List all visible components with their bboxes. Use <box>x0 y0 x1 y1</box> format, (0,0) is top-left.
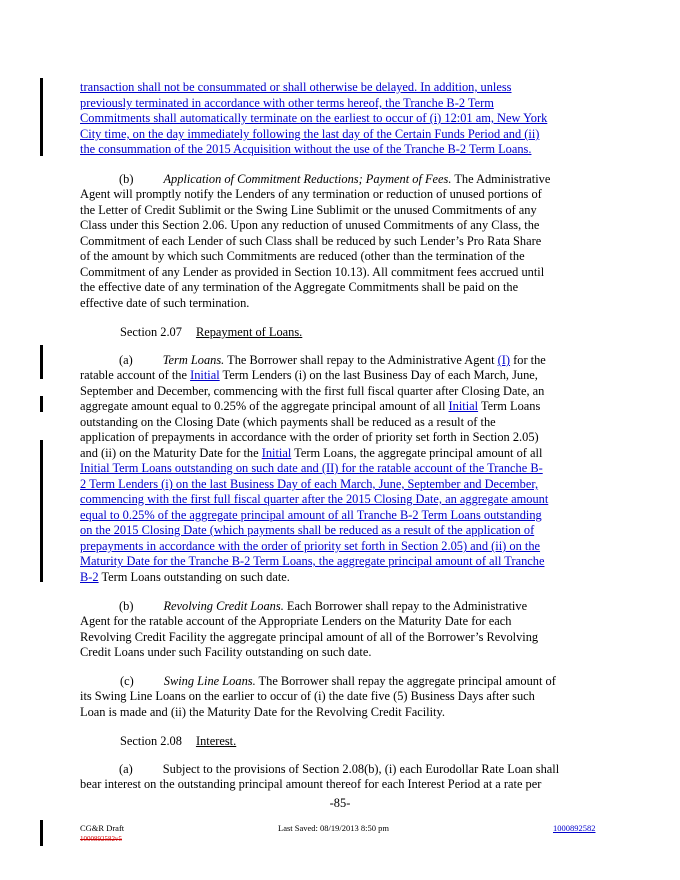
text-line: Maturity Date for the Tranche B-2 Term Loans, the aggregate principal amount of all Tranche <box>80 554 545 568</box>
text-run: Term Loans <box>478 399 541 413</box>
inserted-text: Initial <box>261 446 292 460</box>
inserted-text: (I) <box>497 353 511 367</box>
inserted-text: Initial <box>190 368 220 382</box>
text-run: ratable account of the <box>80 368 191 382</box>
section-heading <box>80 734 600 750</box>
page-number: -85- <box>329 796 351 810</box>
text-line: previously terminated in accordance with other terms hereof, the Tranche B-2 Term <box>80 96 494 110</box>
footer-document-id: 1000892582 <box>553 823 596 833</box>
text-line: its Swing Line Loans on the earlier to occur of (i) the date five (5) Business Days after such <box>80 689 535 703</box>
clause-heading: Swing Line Loans. <box>163 674 256 688</box>
text-line: effective date of such termination. <box>80 296 250 310</box>
section-heading <box>80 325 600 341</box>
section-title: Interest. <box>195 734 237 748</box>
text-line <box>80 599 600 615</box>
clause-label: (a) <box>119 353 133 367</box>
text-line: Agent will promptly notify the Lenders of any termination or reduction of unused portions of <box>80 187 542 201</box>
footer-draft-label: CG&R Draft <box>80 823 125 833</box>
text-line: Commitment of any Lender as provided in Section 10.13). All commitment fees accrued until <box>80 265 545 279</box>
change-bar <box>40 440 43 582</box>
text-run: Term Lenders (i) on the last Business Day of each March, June, <box>219 368 538 382</box>
text-line <box>80 762 600 778</box>
text-line <box>80 368 600 384</box>
text-line: Loan is made and (ii) the Maturity Date for the Revolving Credit Facility. <box>80 705 445 719</box>
text-run: and (ii) on the Maturity Date for the <box>80 446 262 460</box>
text-run: The Administrative <box>451 172 551 186</box>
text-line: on the 2015 Closing Date (which payments shall be reduced as a result of the application of <box>80 523 535 537</box>
text-line: application of prepayments in accordance with the order of priority set forth in Section 2.05) <box>80 430 539 444</box>
text-run: Each Borrower shall repay to the Administrative <box>283 599 528 613</box>
text-line: City time, on the day immediately following the last day of the Certain Funds Period and (ii) <box>80 127 540 141</box>
text-line: Revolving Credit Facility the aggregate principal amount of all of the Borrower’s Revolving <box>80 630 539 644</box>
clause-label: (b) <box>119 599 134 613</box>
text-line: of the amount by which such Commitments are reduced (other than the termination of the <box>80 249 525 263</box>
text-line: Agent for the ratable account of the Appropriate Lenders on the Maturity Date for each <box>80 614 512 628</box>
text-line: the Letter of Credit Sublimit or the Swing Line Sublimit or the unused Commitments of any <box>80 203 537 217</box>
text-line <box>80 172 600 188</box>
text-run: Subject to the provisions of Section 2.08(b), (i) each Eurodollar Rate Loan shall <box>162 762 560 776</box>
text-line: Initial Term Loans outstanding on such date and (II) for the ratable account of the Tranche B- <box>80 461 543 475</box>
change-bar <box>40 78 43 156</box>
text-run: aggregate amount equal to 0.25% of the aggregate principal amount of all <box>80 399 449 413</box>
text-line: bear interest on the outstanding principal amount thereof for each Interest Period at a rate per <box>80 777 542 791</box>
text-run: The Borrower shall repay to the Administrative Agent <box>224 353 498 367</box>
text-line: September and December, commencing with the first full fiscal quarter after Closing Date, an <box>80 384 545 398</box>
clause-label: (a) <box>119 762 133 776</box>
change-bar <box>40 345 43 379</box>
footer-last-saved: Last Saved: 08/19/2013 8:50 pm <box>278 823 389 833</box>
clause-heading: Revolving Credit Loans. <box>163 599 284 613</box>
text-line <box>80 446 600 462</box>
text-line: transaction shall not be consummated or shall otherwise be delayed. In addition, unless <box>80 80 512 94</box>
text-line: Class under this Section 2.06. Upon any reduction of unused Commitments of any Class, the <box>80 218 540 232</box>
clause-label: (b) <box>119 172 134 186</box>
text-line: equal to 0.25% of the aggregate principal amount of all Tranche B-2 Term Loans outstanding <box>80 508 542 522</box>
clause-heading: Term Loans. <box>162 353 225 367</box>
text-line <box>80 570 600 586</box>
inserted-text: B-2 <box>80 570 99 584</box>
text-run: Term Loans, the aggregate principal amount of all <box>291 446 543 460</box>
text-line: the consummation of the 2015 Acquisition without the use of the Tranche B-2 Term Loans. <box>80 142 532 156</box>
change-bar <box>40 820 43 846</box>
text-line <box>80 399 600 415</box>
text-run: for the <box>510 353 546 367</box>
text-line <box>80 353 600 369</box>
text-line: 2 Term Lenders (i) on the last Business Day of each March, June, September and December, <box>80 477 539 491</box>
section-number: Section 2.08 <box>120 734 182 748</box>
text-run: The Borrower shall repay the aggregate principal amount of <box>255 674 556 688</box>
change-bar <box>40 396 43 412</box>
text-line: the effective date of any termination of the Aggregate Commitments shall be paid on the <box>80 280 519 294</box>
text-line: outstanding on the Closing Date (which payments shall be reduced as a result of the <box>80 415 496 429</box>
text-line: Commitment of each Lender of such Class shall be reduced by such Lender’s Pro Rata Share <box>80 234 542 248</box>
section-number: Section 2.07 <box>120 325 182 339</box>
clause-label: (c) <box>120 674 134 688</box>
text-line: prepayments in accordance with the order of priority set forth in Section 2.05) and (ii) on the <box>80 539 541 553</box>
text-line: Credit Loans under such Facility outstanding on such date. <box>80 645 372 659</box>
text-line: commencing with the first full fiscal quarter after the 2015 Closing Date, an aggregate amount <box>80 492 549 506</box>
text-run: Term Loans outstanding on such date. <box>98 570 290 584</box>
text-line: Commitments shall automatically terminate on the earliest to occur of (i) 12:01 am, New York <box>80 111 548 125</box>
footer-deleted-docid: 1000892582v5 <box>80 835 122 843</box>
inserted-text: Initial <box>448 399 479 413</box>
text-line <box>80 674 600 690</box>
section-title: Repayment of Loans. <box>195 325 303 339</box>
clause-heading: Application of Commitment Reductions; Payment of Fees. <box>163 172 452 186</box>
